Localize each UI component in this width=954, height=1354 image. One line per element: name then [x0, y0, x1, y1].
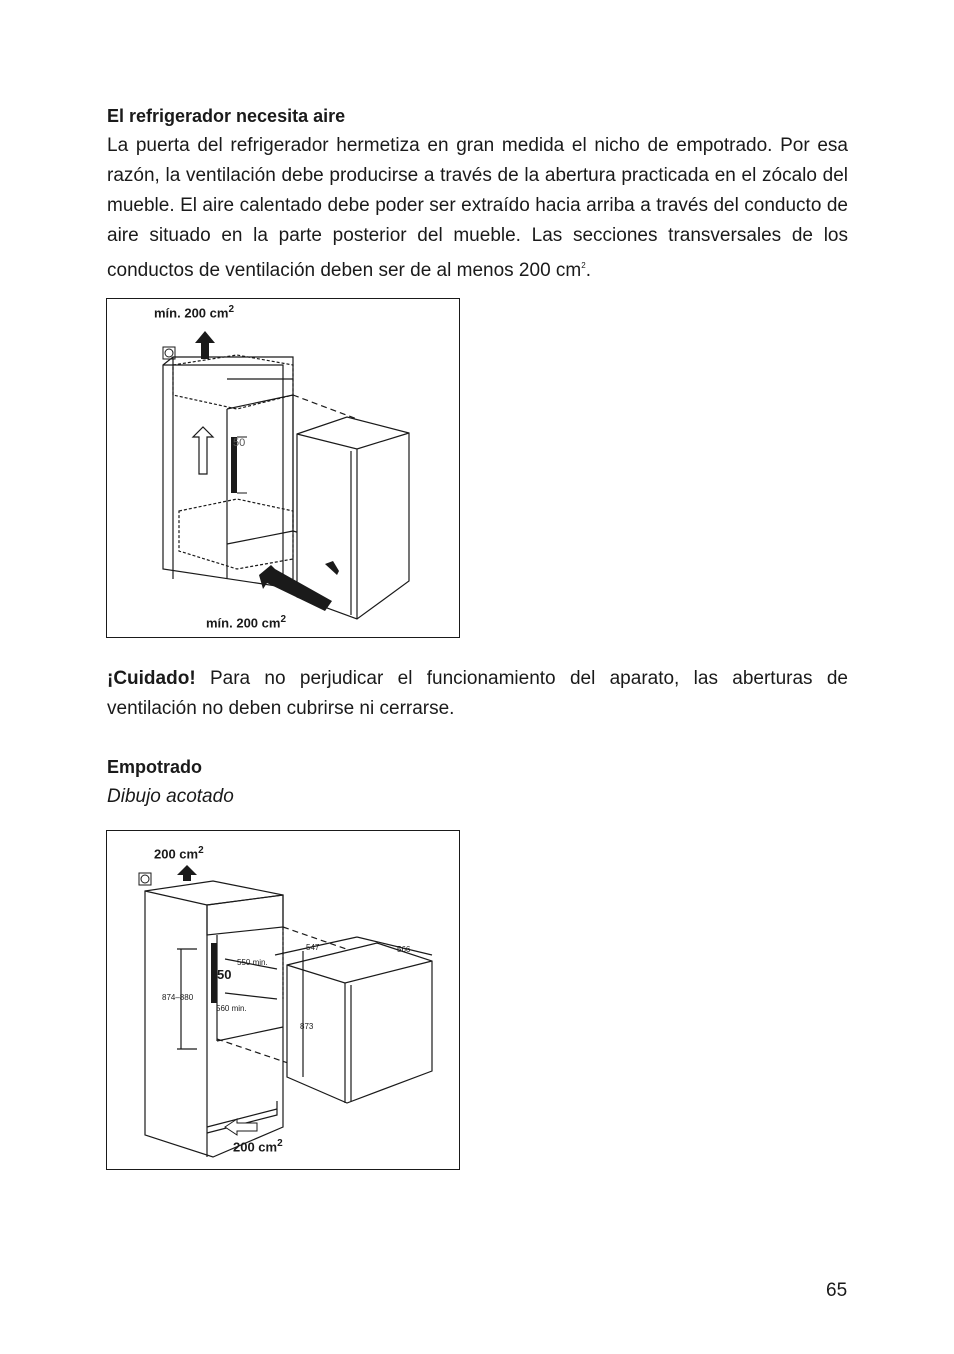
air-paragraph: La puerta del refrigerador hermetiza en gran medida el nicho de empotrado. Por esa razón, la ventilación debe producirse a través de la abertura practicada en el zócalo del mueble. El aire calentado debe poder ser extraído hacia arriba a través del conducto de aire situado en la parte posterior del mueble. Las secciones transversales de los conductos de ventilación deben ser de al menos 200 $cm^2$. — [107, 135, 848, 281]
caution-paragraph: ¡Cuidado! Para no perjudicar el funcionamiento del aparato, las aberturas de ventilación no deben cubrirse ni cerrarse. — [107, 668, 848, 719]
ventilation-figure — [106, 298, 460, 638]
figure2-gap-label: 50 — [217, 967, 232, 982]
figure1-gap-label: 50 — [233, 437, 246, 449]
figure1-bottom-label: mín. 200 $cm^2$ — [206, 614, 286, 631]
dim-873: 873 — [300, 1022, 314, 1031]
dim-874-880: 874–880 — [162, 993, 194, 1002]
figure2-bottom-label: 200 $cm^2$ — [233, 1138, 283, 1155]
figure1-top-label: mín. 200 $cm^2$ — [154, 304, 234, 321]
dimension-figure — [106, 830, 460, 1170]
dim-550: 550 min. — [237, 958, 268, 967]
figure2-top-label: 200 $cm^2$ — [154, 845, 204, 862]
dim-547: 547 — [306, 943, 320, 952]
section-heading-air: El refrigerador necesita aire — [107, 106, 346, 126]
section-subtitle: Dibujo acotado — [107, 786, 234, 807]
ventilation-diagram — [107, 299, 461, 639]
dim-560: 560 min. — [216, 1004, 247, 1013]
dimension-diagram — [107, 831, 461, 1171]
section-heading-empotrado: Empotrado — [107, 757, 203, 777]
dim-566: 566 — [397, 945, 411, 954]
page-number: 65 — [826, 1280, 848, 1301]
